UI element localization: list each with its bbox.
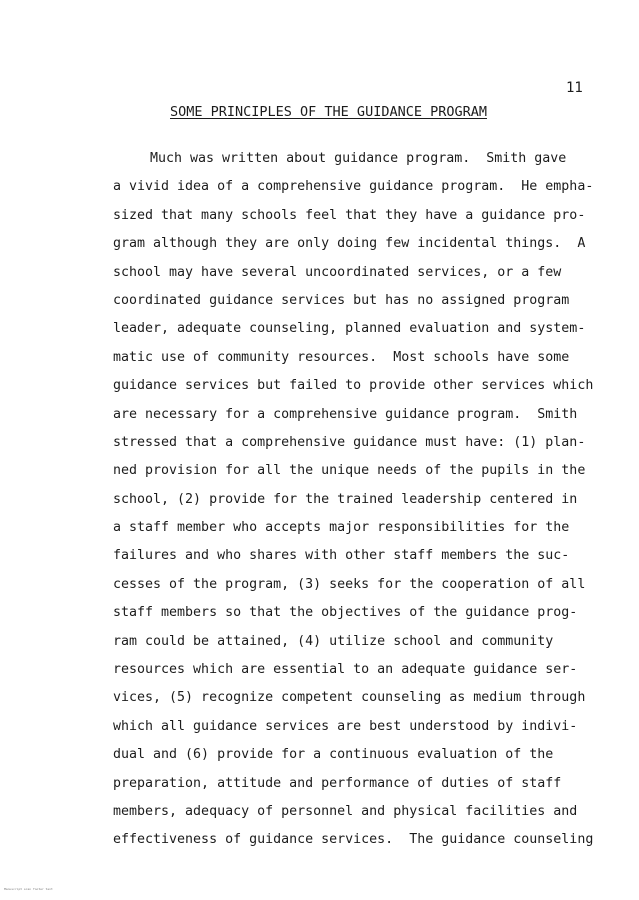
text-line: school may have several uncoordinated services, or a few	[113, 264, 562, 280]
text-line: gram although they are only doing few incidental things. A	[113, 236, 586, 252]
text-line: guidance services but failed to provide other services which	[113, 378, 594, 394]
text-line: failures and who shares with other staff members the suc-	[113, 548, 570, 564]
text-line: cesses of the program, (3) seeks for the cooperation of all	[113, 576, 586, 592]
text-line: members, adequacy of personnel and physical facilities and	[113, 803, 578, 819]
text-line: vices, (5) recognize competent counseling as medium through	[113, 690, 586, 706]
text-line: a staff member who accepts major responsibilities for the	[113, 520, 570, 536]
text-line: matic use of community resources. Most schools have some	[113, 349, 570, 365]
text-line: school, (2) provide for the trained leadership centered in	[113, 491, 578, 507]
text-line: staff members so that the objectives of the guidance prog-	[113, 605, 578, 621]
scan-footer: Manuscript scan footer text	[4, 887, 53, 891]
text-line: which all guidance services are best understood by indivi-	[113, 718, 578, 734]
text-line: sized that many schools feel that they have a guidance pro-	[113, 207, 586, 223]
page-number: 11	[566, 80, 583, 96]
text-line: stressed that a comprehensive guidance must have: (1) plan-	[113, 434, 586, 450]
text-line: Much was written about guidance program. Smith gave	[150, 151, 567, 166]
text-line: are necessary for a comprehensive guidance program. Smith	[113, 406, 578, 422]
text-line: a vivid idea of a comprehensive guidance program. He empha-	[113, 179, 594, 195]
text-line: effectiveness of guidance services. The guidance counseling	[113, 832, 594, 848]
text-line: coordinated guidance services but has no assigned program	[113, 292, 570, 308]
section-heading: SOME PRINCIPLES OF THE GUIDANCE PROGRAM	[170, 104, 487, 120]
text-line: preparation, attitude and performance of duties of staff	[113, 775, 562, 791]
text-line: leader, adequate counseling, planned evaluation and system-	[113, 321, 586, 337]
text-line: ram could be attained, (4) utilize school and community	[113, 633, 554, 649]
text-line: ned provision for all the unique needs of the pupils in the	[113, 463, 586, 479]
body-paragraph	[113, 145, 613, 855]
text-line: resources which are essential to an adequate guidance ser-	[113, 662, 578, 678]
text-line: dual and (6) provide for a continuous evaluation of the	[113, 747, 554, 763]
